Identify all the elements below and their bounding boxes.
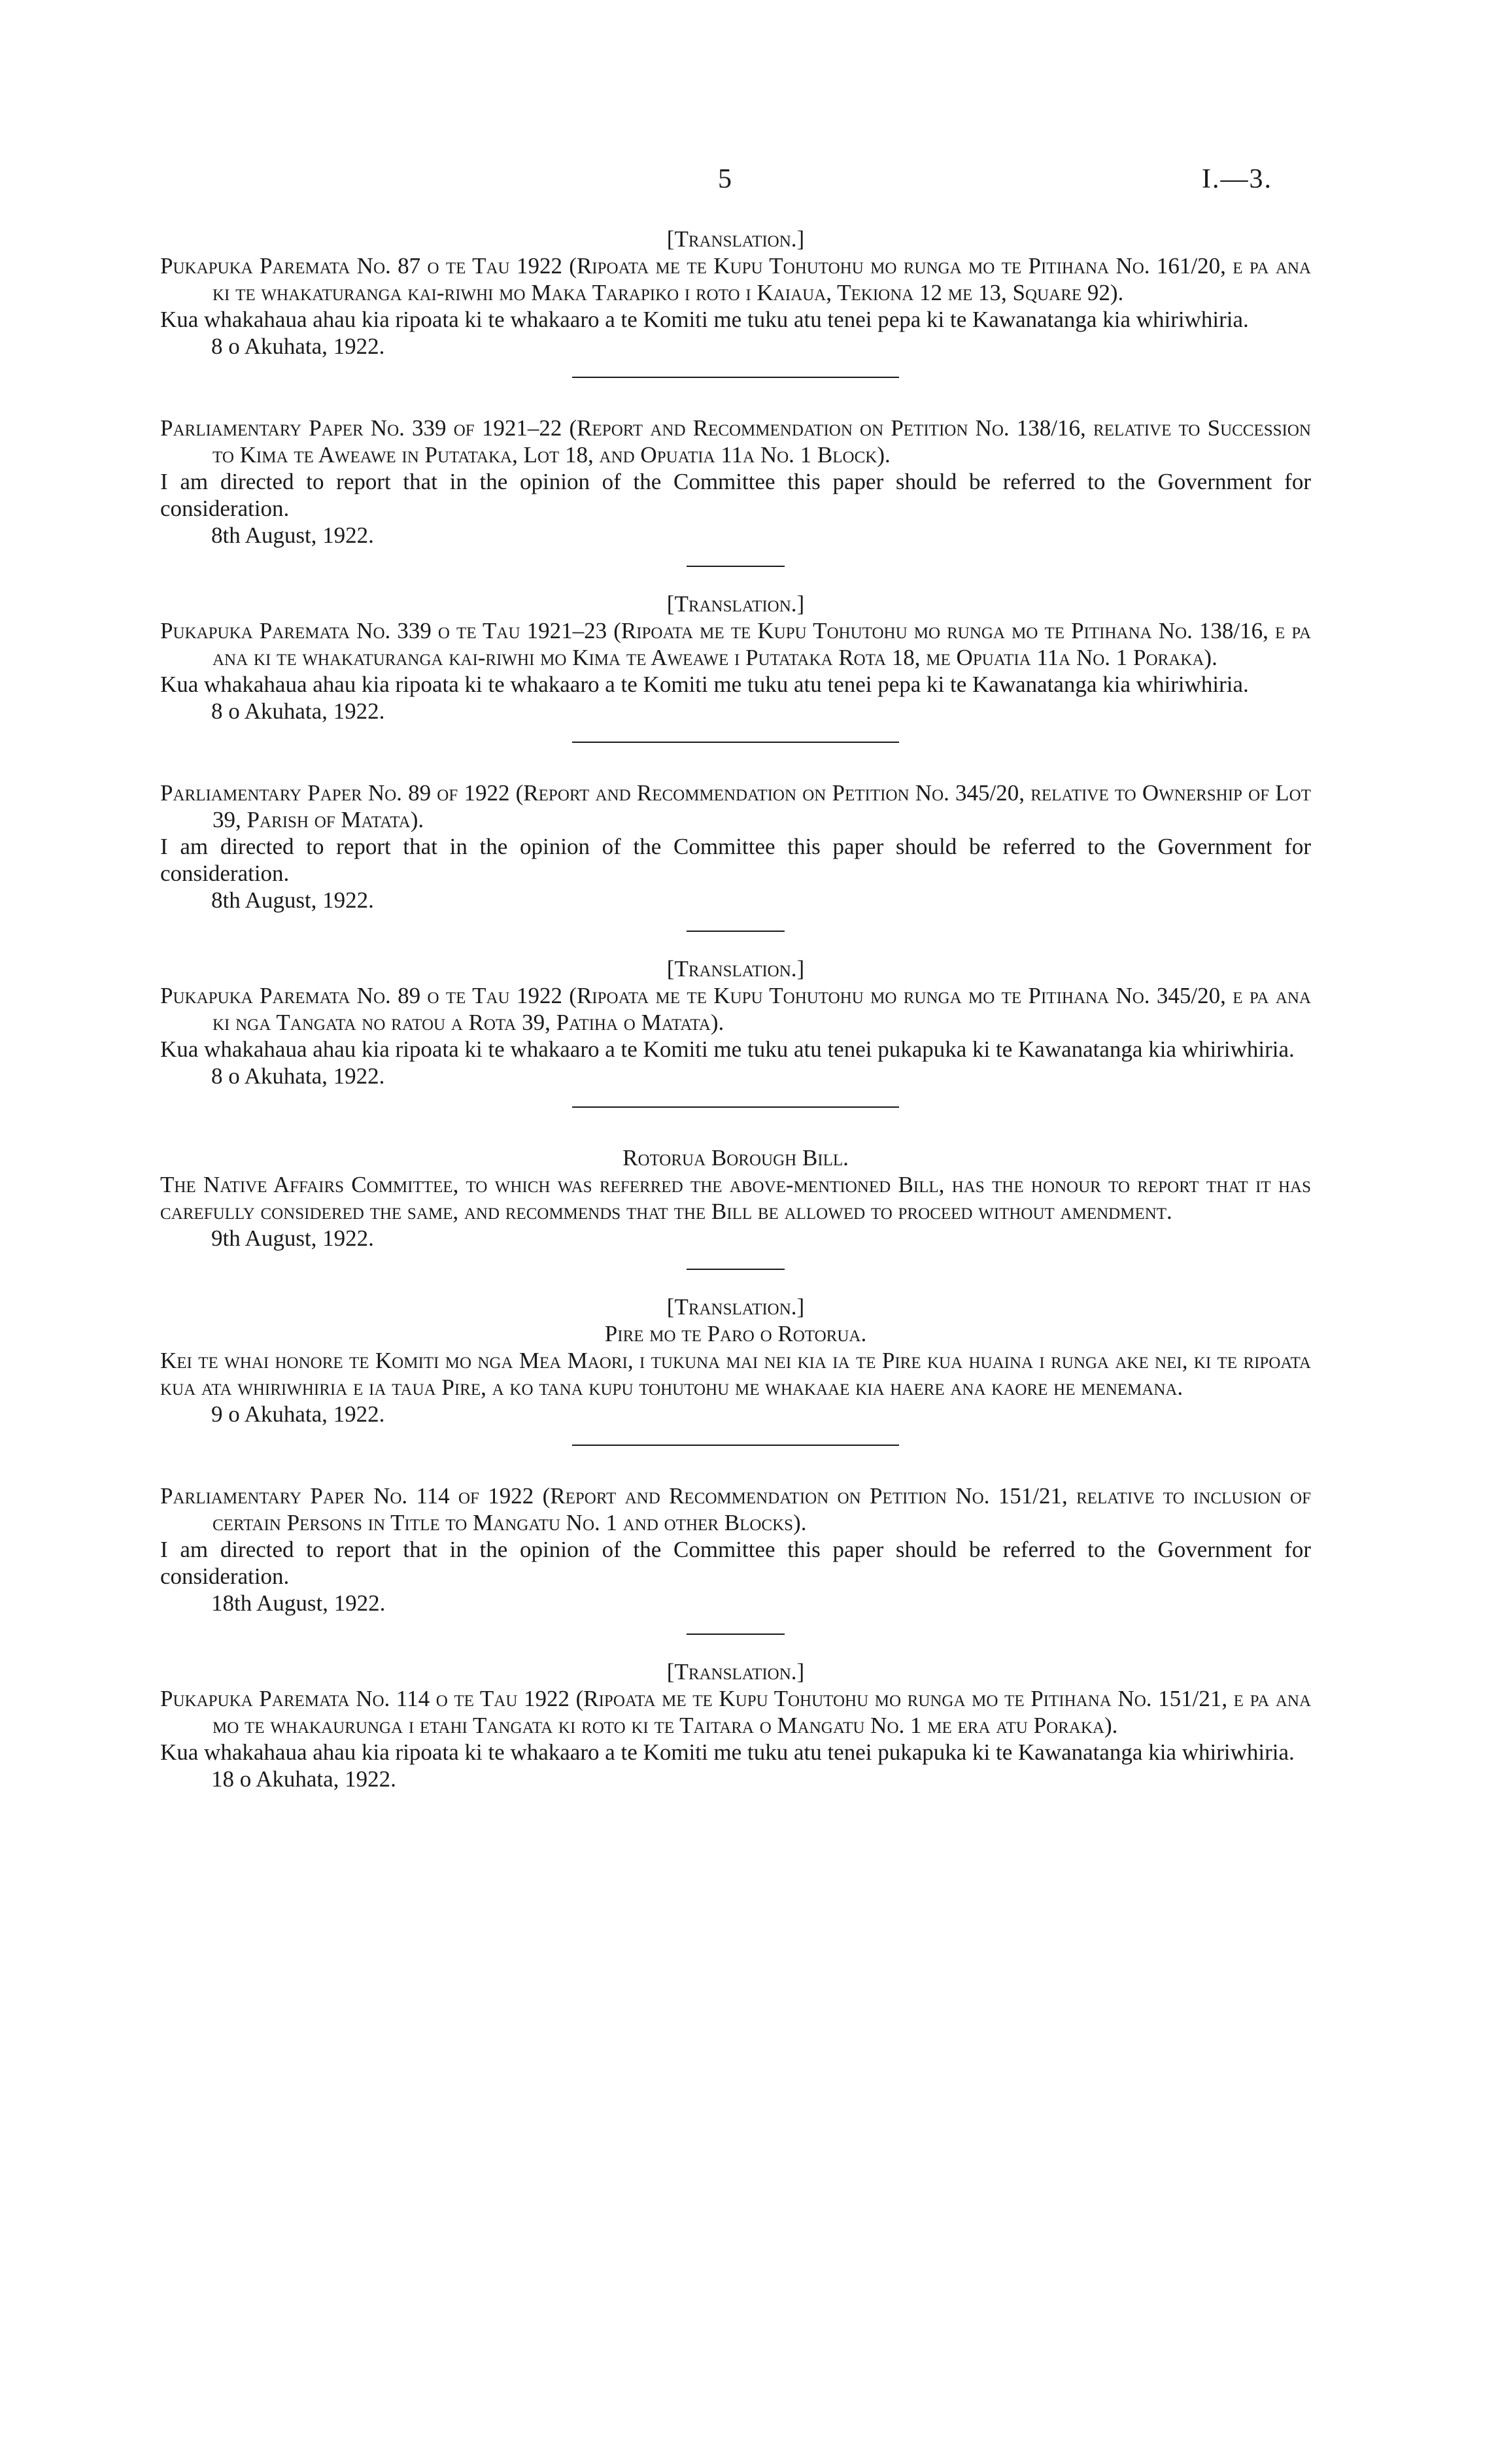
translation-heading: [Translation.] (666, 1659, 805, 1685)
body-paragraph: Kua whakahaua ahau kia ripoata ki te whakaaro a te Komiti me tuku atu tenei pepa ki te Kawanatanga kia whiriwhiria. (160, 672, 1249, 697)
page-header (0, 163, 1498, 203)
page-number: 5 (718, 164, 732, 194)
translation-heading: [Translation.] (666, 956, 805, 982)
body-paragraph: The Native Affairs Committee, to which was referred the above-mentioned Bill, has the honour to report that it has carefully considered the same, and recommends that the Bill be allowed to proceed without amendment. (160, 1172, 1311, 1224)
date-line: 8th August, 1922. (211, 522, 374, 548)
translation-heading: [Translation.] (666, 1294, 805, 1320)
document-body (160, 226, 1311, 1792)
section-heading: Parliamentary Paper No. 114 of 1922 (Report and Recommendation on Petition No. 151/21, relative to inclusion of certain Persons in Title to Mangatu No. 1 and other Blocks). (160, 1483, 1311, 1535)
translation-divider (687, 566, 785, 567)
date-line: 8 o Akuhata, 1922. (211, 698, 385, 724)
date-line: 8th August, 1922. (211, 887, 374, 913)
section-divider (572, 742, 899, 743)
date-line: 8 o Akuhata, 1922. (211, 334, 385, 359)
section-divider (572, 377, 899, 378)
section-divider (572, 1106, 899, 1108)
date-line: 18th August, 1922. (211, 1590, 386, 1616)
date-line: 18 o Akuhata, 1922. (211, 1766, 396, 1792)
bill-title: Pire mo te Paro o Rotorua. (604, 1321, 867, 1346)
document-reference: I.—3. (1202, 164, 1272, 194)
body-paragraph: I am directed to report that in the opinion of the Committee this paper should be referred to the Government for consideration. (160, 469, 1311, 521)
date-line: 9 o Akuhata, 1922. (211, 1401, 385, 1427)
translation-divider (687, 1634, 785, 1635)
date-line: 9th August, 1922. (211, 1225, 374, 1251)
body-paragraph: Kua whakahaua ahau kia ripoata ki te whakaaro a te Komiti me tuku atu tenei pukapuka ki te Kawanatanga kia whiriwhiria. (160, 1739, 1295, 1765)
translation-divider (687, 1269, 785, 1270)
translation-heading: [Translation.] (666, 226, 805, 252)
bill-title: Rotorua Borough Bill. (622, 1145, 849, 1171)
translation-divider (687, 931, 785, 932)
section-divider (572, 1445, 899, 1446)
section-heading: Pukapuka Paremata No. 339 o te Tau 1921–23 (Ripoata me te Kupu Tohutohu mo runga mo te Pitihana No. 138/16, e pa ana ki te whakaturanga kai-riwhi mo Kima te Aweawe i Putataka Rota 18, me Opuatia 11a No. 1 Poraka). (160, 618, 1311, 670)
section-heading: Pukapuka Paremata No. 114 o te Tau 1922 (Ripoata me te Kupu Tohutohu mo runga mo te Pitihana No. 151/21, e pa ana mo te whakaurunga i etahi Tangata ki roto ki te Taitara o Mangatu No. 1 me era atu Poraka). (160, 1686, 1311, 1738)
body-paragraph: Kei te whai honore te Komiti mo nga Mea Maori, i tukuna mai nei kia ia te Pire kua huaina i runga ake nei, ki te ripoata kua ata whiriwhiria e ia taua Pire, a ko tana kupu tohutohu me whakaae kia haere ana kaore he menemana. (160, 1348, 1311, 1400)
body-paragraph: I am directed to report that in the opinion of the Committee this paper should be referred to the Government for consideration. (160, 1537, 1311, 1589)
date-line: 8 o Akuhata, 1922. (211, 1063, 385, 1089)
section-heading: Parliamentary Paper No. 89 of 1922 (Report and Recommendation on Petition No. 345/20, relative to Ownership of Lot 39, Parish of Matata). (160, 780, 1311, 832)
body-paragraph: Kua whakahaua ahau kia ripoata ki te whakaaro a te Komiti me tuku atu tenei pepa ki te Kawanatanga kia whiriwhiria. (160, 307, 1249, 332)
translation-heading: [Translation.] (666, 591, 805, 617)
section-heading: Pukapuka Paremata No. 87 o te Tau 1922 (Ripoata me te Kupu Tohutohu mo runga mo te Pitihana No. 161/20, e pa ana ki te whakaturanga kai-riwhi mo Maka Tarapiko i roto i Kaiaua, Tekiona 12 me 13, Square 92). (160, 253, 1311, 305)
section-heading: Pukapuka Paremata No. 89 o te Tau 1922 (Ripoata me te Kupu Tohutohu mo runga mo te Pitihana No. 345/20, e pa ana ki nga Tangata no ratou a Rota 39, Patiha o Matata). (160, 983, 1311, 1035)
body-paragraph: Kua whakahaua ahau kia ripoata ki te whakaaro a te Komiti me tuku atu tenei pukapuka ki te Kawanatanga kia whiriwhiria. (160, 1036, 1295, 1062)
section-heading: Parliamentary Paper No. 339 of 1921–22 (Report and Recommendation on Petition No. 138/16, relative to Succession to Kima te Aweawe in Putataka, Lot 18, and Opuatia 11a No. 1 Block). (160, 415, 1311, 468)
body-paragraph: I am directed to report that in the opinion of the Committee this paper should be referred to the Government for consideration. (160, 834, 1311, 886)
